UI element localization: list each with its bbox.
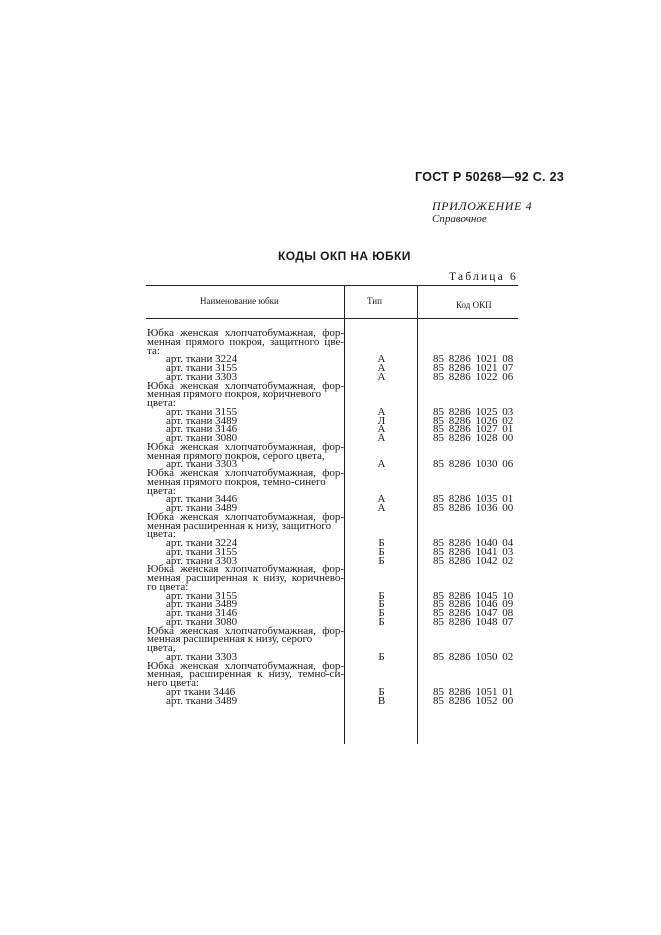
table-top-border (146, 285, 518, 286)
fabric-article: арт ткани 3446 (166, 685, 236, 698)
table-number: Таблица 6 (449, 271, 518, 283)
column-divider-2 (417, 286, 418, 744)
reference-label: Справочное (432, 213, 487, 225)
skirt-description: менная прямого покроя, коричневого (147, 388, 322, 401)
okp-code-cell: 85 8286 1047 08 (433, 607, 514, 619)
skirt-description: Юбка женская хлопчатобумажная, фор- (147, 563, 344, 576)
table-header-border (146, 318, 518, 319)
fabric-article: арт. ткани 3146 (166, 607, 238, 619)
fabric-article: арт. ткани 3146 (166, 423, 238, 436)
standard-page-header: ГОСТ Р 50268—92 С. 23 (415, 170, 565, 184)
fabric-article: арт. ткани 3080 (166, 432, 238, 444)
okp-code-cell: 85 8286 1040 04 (433, 537, 514, 549)
okp-code-cell: 85 8286 1050 02 (433, 650, 514, 663)
fabric-article: арт. ткани 3303 (166, 458, 238, 471)
column-header-type: Тип (367, 296, 382, 306)
type-cell: А (377, 405, 386, 418)
okp-code-cell: 85 8286 1051 01 (433, 685, 514, 698)
skirt-description: менная прямого покроя, темно-синего (147, 475, 326, 488)
type-cell: А (377, 353, 386, 366)
type-cell: Л (377, 414, 386, 427)
okp-code-cell: 85 8286 1030 06 (433, 458, 514, 471)
type-cell: Б (378, 650, 385, 663)
skirt-description: цвета: (147, 397, 176, 409)
skirt-description: менная расширенная к низу, защитного (147, 519, 332, 532)
skirt-description: цвета: (147, 484, 176, 497)
fabric-article: арт. ткани 3446 (166, 493, 238, 506)
okp-code-cell: 85 8286 1021 08 (433, 353, 514, 366)
skirt-description: Юбка женская хлопчатобумажная, фор- (147, 327, 344, 339)
fabric-article: арт. ткани 3303 (166, 554, 238, 567)
fabric-article: арт. ткани 3224 (166, 353, 238, 366)
okp-code-cell: 85 8286 1042 02 (433, 554, 514, 567)
fabric-article: арт. ткани 3489 (166, 502, 238, 514)
skirt-description: Юбка женская хлопчатобумажная, фор- (147, 510, 344, 523)
skirt-description: менная прямого покроя, защитного цве- (147, 335, 344, 348)
skirt-description: менная, расширенная к низу, темно-си- (147, 668, 344, 681)
page-title: КОДЫ ОКП НА ЮБКИ (278, 249, 411, 263)
type-cell: А (377, 432, 386, 444)
skirt-description: него цвета: (147, 677, 200, 689)
fabric-article: арт. ткани 3303 (166, 370, 238, 383)
fabric-article: арт. ткани 3489 (166, 694, 238, 707)
okp-code-cell: 85 8286 1041 03 (433, 545, 514, 558)
fabric-article: арт. ткани 3155 (166, 405, 238, 418)
okp-code-cell: 85 8286 1036 00 (433, 502, 514, 514)
fabric-article: арт. ткани 3155 (166, 545, 238, 558)
skirt-description: та: (147, 344, 160, 357)
type-cell: Б (378, 545, 385, 558)
type-cell: А (377, 362, 386, 374)
type-cell: Б (378, 685, 385, 698)
okp-code-cell: 85 8286 1026 02 (433, 414, 514, 427)
okp-code-cell: 85 8286 1052 00 (433, 694, 514, 707)
type-cell: Б (378, 589, 385, 602)
skirt-description: цвета: (147, 528, 176, 541)
okp-code-cell: 85 8286 1028 00 (433, 432, 514, 444)
okp-code-cell: 85 8286 1045 10 (433, 589, 514, 602)
fabric-article: арт. ткани 3155 (166, 362, 238, 374)
skirt-description: го цвета: (147, 580, 189, 593)
appendix-label: ПРИЛОЖЕНИЕ 4 (432, 199, 533, 213)
skirt-description: Юбка женская хлопчатобумажная, фор- (147, 467, 344, 479)
type-cell: Б (378, 537, 385, 549)
type-cell: А (377, 493, 386, 506)
skirt-description: цвета, (147, 642, 176, 654)
fabric-article: арт. ткани 3489 (166, 414, 238, 427)
type-cell: Б (378, 554, 385, 567)
okp-code-cell: 85 8286 1021 07 (433, 362, 514, 374)
type-cell: А (377, 370, 386, 383)
fabric-article: арт. ткани 3155 (166, 589, 238, 602)
skirt-description: Юбка женская хлопчатобумажная, фор- (147, 624, 344, 637)
fabric-article: арт. ткани 3489 (166, 598, 238, 611)
type-cell: Б (378, 598, 385, 611)
type-cell: А (377, 423, 386, 436)
skirt-description: менная прямого покроя, серого цвета, (147, 449, 325, 462)
fabric-article: арт. ткани 3224 (166, 537, 238, 549)
column-header-code: Код ОКП (456, 300, 492, 310)
type-cell: А (377, 458, 386, 471)
okp-code-cell: 85 8286 1022 06 (433, 370, 514, 383)
okp-code-cell: 85 8286 1025 03 (433, 405, 514, 418)
okp-code-cell: 85 8286 1027 01 (433, 423, 514, 436)
skirt-description: менная расширенная к низу, серого (147, 633, 313, 646)
type-cell: Б (378, 615, 385, 628)
okp-code-cell: 85 8286 1035 01 (433, 493, 514, 506)
type-cell: А (377, 502, 386, 514)
skirt-description: Юбка женская хлопчатобумажная, фор- (147, 440, 344, 453)
okp-code-cell: 85 8286 1046 09 (433, 598, 514, 611)
column-header-name: Наименование юбки (200, 296, 279, 306)
type-cell: Б (378, 607, 385, 619)
skirt-description: менная расширенная к низу, коричнево- (147, 572, 344, 584)
skirt-description: Юбка женская хлопчатобумажная, фор- (147, 379, 344, 392)
skirt-description: Юбка женская хлопчатобумажная, фор- (147, 659, 344, 672)
fabric-article: арт. ткани 3303 (166, 650, 238, 663)
okp-code-cell: 85 8286 1048 07 (433, 615, 514, 628)
fabric-article: арт. ткани 3080 (166, 615, 238, 628)
type-cell: В (377, 694, 386, 707)
